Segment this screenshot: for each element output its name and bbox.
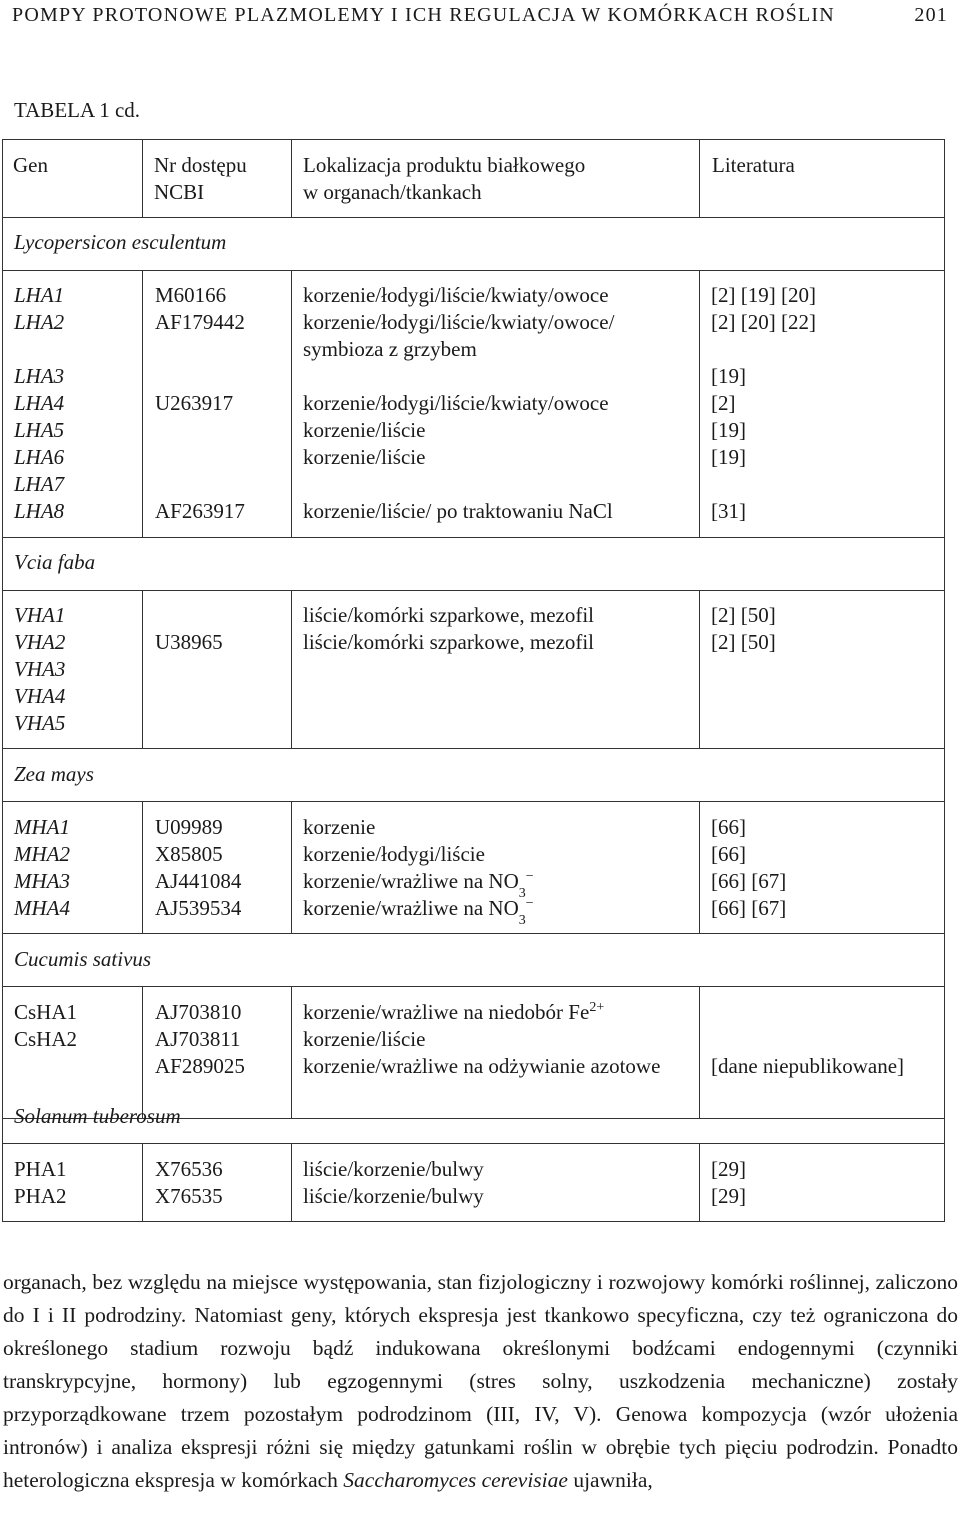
gene-id: CsHA2 [14, 1027, 78, 1051]
rule [3, 748, 944, 749]
literature-ref: [66] [67] [711, 869, 787, 893]
col-header-ncbi-line1: Nr dostępu [154, 153, 247, 177]
gene-list [14, 814, 70, 922]
ncbi-accession: AF289025 [155, 1054, 245, 1078]
literature-ref: [19] [711, 418, 746, 442]
ncbi-accession: AF263917 [155, 499, 245, 523]
col-header-location-line2: w organach/tkankach [303, 180, 482, 204]
literature-ref [711, 471, 816, 498]
col-header-ncbi [154, 152, 247, 206]
ncbi-accession: U263917 [155, 391, 234, 415]
gene-list [14, 999, 77, 1053]
location-text [303, 363, 614, 390]
rule [3, 217, 944, 218]
gene-id: PHA2 [14, 1184, 67, 1208]
col-rule [142, 590, 143, 748]
ncbi-list [155, 814, 241, 922]
col-header-gen: Gen [13, 153, 48, 177]
location-text: korzenie/liście [303, 1027, 426, 1051]
col-rule [699, 590, 700, 748]
col-header-location-line1: Lokalizacja produktu białkowego [303, 153, 586, 177]
ncbi-accession: AJ703811 [155, 1027, 241, 1051]
ncbi-accession [155, 336, 245, 363]
location-text: korzenie/liście [303, 418, 426, 442]
location-text [303, 868, 534, 901]
gene-id: VHA3 [14, 657, 66, 681]
body-paragraph [3, 1266, 958, 1497]
page-number: 201 [914, 4, 948, 26]
ncbi-list [155, 1156, 223, 1210]
rule [3, 537, 944, 538]
text-run: ujawniła, [567, 1468, 653, 1492]
location-prefix: korzenie/wrażliwe na NO [303, 896, 519, 920]
ncbi-accession [155, 471, 245, 498]
gene-id [14, 336, 64, 363]
species-label: Solanum tuberosum [14, 1104, 181, 1128]
gene-id: LHA1 [14, 283, 65, 307]
gene-id: LHA2 [14, 310, 65, 334]
gene-id: MHA4 [14, 896, 70, 920]
col-rule [142, 1143, 143, 1222]
gene-table [2, 139, 945, 1222]
species-label: Zea mays [14, 762, 94, 786]
ncbi-list [155, 999, 245, 1080]
rule [3, 590, 944, 591]
col-rule [699, 270, 700, 537]
col-rule [142, 986, 143, 1118]
location-text [303, 471, 614, 498]
rule [3, 270, 944, 271]
gene-id: LHA3 [14, 364, 65, 388]
col-rule [142, 270, 143, 537]
col-rule [699, 140, 700, 217]
gene-list [14, 282, 64, 525]
gene-id: LHA8 [14, 499, 65, 523]
text-run: organach, bez względu na miejsce występowania, stan fizjologiczny i rozwojowy komórki roślinnej, zaliczono do I i II podrodziny. Natomiast geny, których ekspresja jest tkankowo specyficzna, czy też ograniczona do określonego stadium rozwoju bądź indukowana określonymi bodźcami endogennymi (czynniki transkrypcyjne, hormony) lub egzogennymi (stres solny, uszkodzenia mechaniczne) zostały przyporządkowane trzem pozostałym podrodzinom (III, IV, V). Genowa kompozycja (wzór ułożenia intronów) i analiza ekspresji różni się między gatunkami roślin w obrębie tych pięciu podrodzin. Ponadto heterologiczna ekspresja w komórkach [3, 1270, 958, 1492]
location-prefix: korzenie/wrażliwe na NO [303, 869, 519, 893]
literature-ref: [2] [50] [711, 630, 776, 654]
col-rule [291, 140, 292, 217]
literature-ref: [dane niepublikowane] [711, 1054, 905, 1078]
gene-id: VHA1 [14, 603, 66, 627]
location-list [303, 999, 660, 1080]
gene-id: VHA5 [14, 711, 66, 735]
species-label: Vcia faba [14, 550, 96, 574]
ncbi-list [155, 282, 245, 525]
literature-ref: [66] [711, 815, 746, 839]
table-caption: TABELA 1 cd. [14, 98, 141, 122]
literature-list [711, 999, 904, 1080]
rule [3, 986, 944, 987]
location-list [303, 1156, 484, 1210]
gene-id: VHA2 [14, 630, 66, 654]
ncbi-accession: X76535 [155, 1184, 223, 1208]
location-text: korzenie/łodygi/liście/kwiaty/owoce [303, 391, 609, 415]
ncbi-accession: AJ539534 [155, 896, 242, 920]
gene-id: CsHA1 [14, 1000, 78, 1024]
col-rule [699, 1143, 700, 1222]
literature-ref: [66] [711, 842, 746, 866]
location-text: korzenie [303, 815, 376, 839]
ncbi-accession: X76536 [155, 1157, 223, 1181]
ncbi-list [155, 602, 223, 656]
literature-ref: [31] [711, 499, 746, 523]
literature-ref: [19] [711, 364, 746, 388]
col-rule [699, 986, 700, 1118]
literature-list [711, 814, 786, 922]
iron-charge: 2+ [589, 1000, 605, 1015]
running-title: POMPY PROTONOWE PLAZMOLEMY I ICH REGULACJA W KOMÓRKACH ROŚLIN [12, 4, 835, 26]
literature-ref: [2] [50] [711, 603, 776, 627]
location-text: korzenie/łodygi/liście [303, 842, 485, 866]
location-text: liście/korzenie/bulwy [303, 1184, 484, 1208]
location-text: liście/komórki szparkowe, mezofil [303, 630, 594, 654]
literature-ref [711, 1026, 904, 1053]
col-rule [291, 801, 292, 933]
paragraph-text [3, 1266, 958, 1497]
location-list [303, 282, 614, 525]
literature-ref [711, 999, 904, 1026]
ncbi-accession [155, 602, 223, 629]
location-text: korzenie/łodygi/liście/kwiaty/owoce/ [303, 310, 615, 334]
gene-id: LHA4 [14, 391, 65, 415]
location-text: liście/komórki szparkowe, mezofil [303, 603, 594, 627]
rule [3, 933, 944, 934]
gene-id: LHA6 [14, 445, 65, 469]
literature-list [711, 602, 776, 656]
col-rule [291, 1143, 292, 1222]
col-rule [291, 270, 292, 537]
gene-id: PHA1 [14, 1157, 67, 1181]
rule [3, 801, 944, 802]
literature-ref [711, 336, 816, 363]
col-header-ncbi-line2: NCBI [154, 180, 205, 204]
ncbi-accession [155, 363, 245, 390]
location-text: korzenie/łodygi/liście/kwiaty/owoce [303, 283, 609, 307]
gene-list [14, 1156, 67, 1210]
rule [3, 1143, 944, 1144]
species-label: Cucumis sativus [14, 947, 152, 971]
location-list [303, 814, 534, 928]
location-text: symbioza z grzybem [303, 337, 477, 361]
literature-ref: [29] [711, 1184, 746, 1208]
ncbi-accession [155, 444, 245, 471]
location-text: korzenie/liście/ po traktowaniu NaCl [303, 499, 613, 523]
location-text [303, 895, 534, 928]
location-prefix: korzenie/wrażliwe na niedobór Fe [303, 1000, 590, 1024]
col-header-location [303, 152, 585, 206]
ncbi-accession [155, 417, 245, 444]
literature-ref: [2] [20] [22] [711, 310, 816, 334]
gene-id: LHA7 [14, 472, 65, 496]
species-name-italic: Saccharomyces cerevisiae [343, 1468, 568, 1492]
col-rule [291, 986, 292, 1118]
gene-id: MHA2 [14, 842, 70, 866]
species-label: Lycopersicon esculentum [14, 230, 227, 254]
literature-list [711, 1156, 746, 1210]
nitrate-charge: − [525, 869, 534, 884]
location-text: korzenie/liście [303, 445, 426, 469]
literature-ref: [66] [67] [711, 896, 787, 920]
location-list [303, 602, 594, 656]
gene-id: MHA1 [14, 815, 70, 839]
literature-ref: [29] [711, 1157, 746, 1181]
nitrate-subscript: 3 [518, 886, 526, 901]
gene-list [14, 602, 65, 737]
literature-ref: [2] [711, 391, 736, 415]
nitrate-subscript: 3 [518, 913, 526, 928]
nitrate-charge: − [525, 896, 534, 911]
ncbi-accession: AF179442 [155, 310, 245, 334]
location-text: korzenie/wrażliwe na odżywianie azotowe [303, 1054, 661, 1078]
ncbi-accession: U09989 [155, 815, 223, 839]
literature-ref: [2] [19] [20] [711, 283, 816, 307]
ncbi-accession: AJ441084 [155, 869, 242, 893]
ncbi-accession: X85805 [155, 842, 223, 866]
ncbi-accession: M60166 [155, 283, 227, 307]
ncbi-accession: U38965 [155, 630, 223, 654]
location-text: liście/korzenie/bulwy [303, 1157, 484, 1181]
col-rule [291, 590, 292, 748]
running-header [0, 4, 960, 30]
col-header-literature: Literatura [712, 153, 795, 177]
literature-list [711, 282, 816, 525]
col-rule [142, 801, 143, 933]
gene-id: VHA4 [14, 684, 66, 708]
gene-id: LHA5 [14, 418, 65, 442]
location-text [303, 999, 660, 1026]
ncbi-accession: AJ703810 [155, 1000, 242, 1024]
literature-ref: [19] [711, 445, 746, 469]
gene-id: MHA3 [14, 869, 70, 893]
col-rule [699, 801, 700, 933]
col-rule [142, 140, 143, 217]
